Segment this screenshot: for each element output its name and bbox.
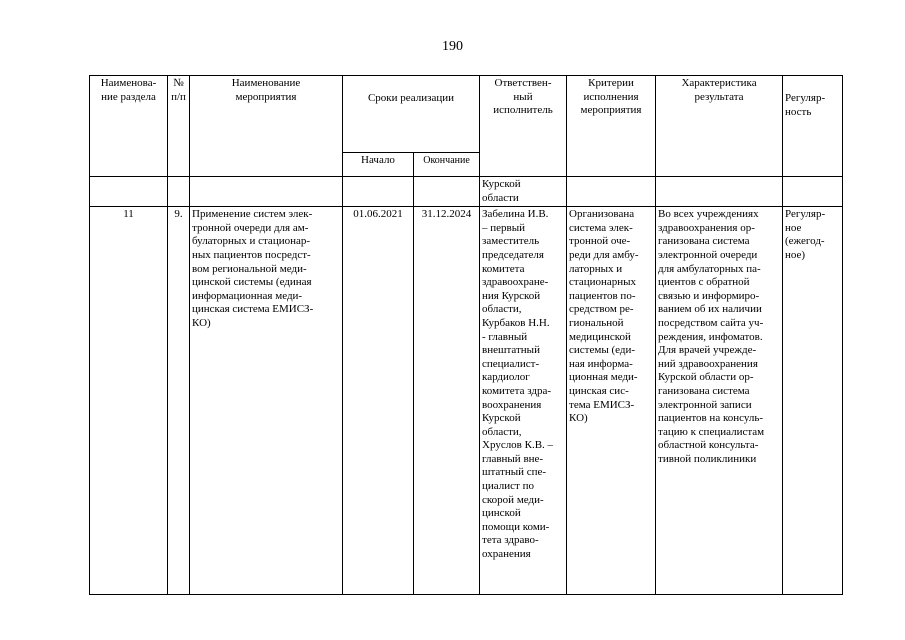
table-row <box>90 207 843 595</box>
cont-cell <box>567 177 656 207</box>
executor-cell: Забелина И.В. – первый заместитель председателя комитета здравоохране- ния Курской области, Курбаков Н.Н. - главный внештатный специалист- кардиолог комитета здра- воохранения Курской области, Хруслов К.В. – главный вне- штатный спе- циалист по скорой меди- цинской помощи коми- тета здраво- охранения <box>480 207 567 595</box>
cont-cell <box>414 177 480 207</box>
header-section-name: Наименова- ние раздела <box>90 76 168 177</box>
cont-cell <box>168 177 190 207</box>
header-regularity: Регуляр- ность <box>783 76 843 177</box>
header-deadlines: Сроки реализации <box>343 76 480 153</box>
header-row <box>90 76 843 153</box>
row-number-cell: 9. <box>168 207 190 595</box>
cont-cell <box>190 177 343 207</box>
continuation-row <box>90 177 843 207</box>
start-date-cell: 01.06.2021 <box>343 207 414 595</box>
header-executor: Ответствен- ный исполнитель <box>480 76 567 177</box>
activity-plan-table <box>89 75 843 595</box>
cont-cell <box>90 177 168 207</box>
activity-cell: Применение систем элек- тронной очереди для ам- булаторных и стационар- ных пациентов посредст- вом региональной меди- цинской системы (единая информационная меди- цинская система ЕМИСЗ- КО) <box>190 207 343 595</box>
header-start: Начало <box>343 153 414 177</box>
cont-cell <box>343 177 414 207</box>
cont-executor-cell: Курской области <box>480 177 567 207</box>
header-result: Характеристика результата <box>656 76 783 177</box>
header-activity-name: Наименование мероприятия <box>190 76 343 177</box>
end-date-cell: 31.12.2024 <box>414 207 480 595</box>
section-cell: 11 <box>90 207 168 595</box>
header-criteria: Критерии исполнения мероприятия <box>567 76 656 177</box>
header-end: Окончание <box>414 153 480 177</box>
criteria-cell: Организована система элек- тронной оче- реди для амбу- латорных и стационарных пациентов по- средством ре- гиональной медицинской системы (еди- ная информа- ционная меди- цинская сис- тема ЕМИСЗ- КО) <box>567 207 656 595</box>
cont-cell <box>783 177 843 207</box>
regularity-cell: Регуляр- ное (ежегод- ное) <box>783 207 843 595</box>
result-cell: Во всех учреждениях здравоохранения ор- ганизована система электронной очереди для амбулаторных па- циентов с обратной связью и информиро- ванием об их наличии посредством сайта уч- реждения, инфоматов. Для врачей учрежде- ний здравоохранения Курской области ор- ганизована система электронной записи пациентов на консуль- тацию к специалистам областной консульта- тивной поликлиники <box>656 207 783 595</box>
page-number: 190 <box>442 39 463 54</box>
header-row-number: № п/п <box>168 76 190 177</box>
cont-cell <box>656 177 783 207</box>
